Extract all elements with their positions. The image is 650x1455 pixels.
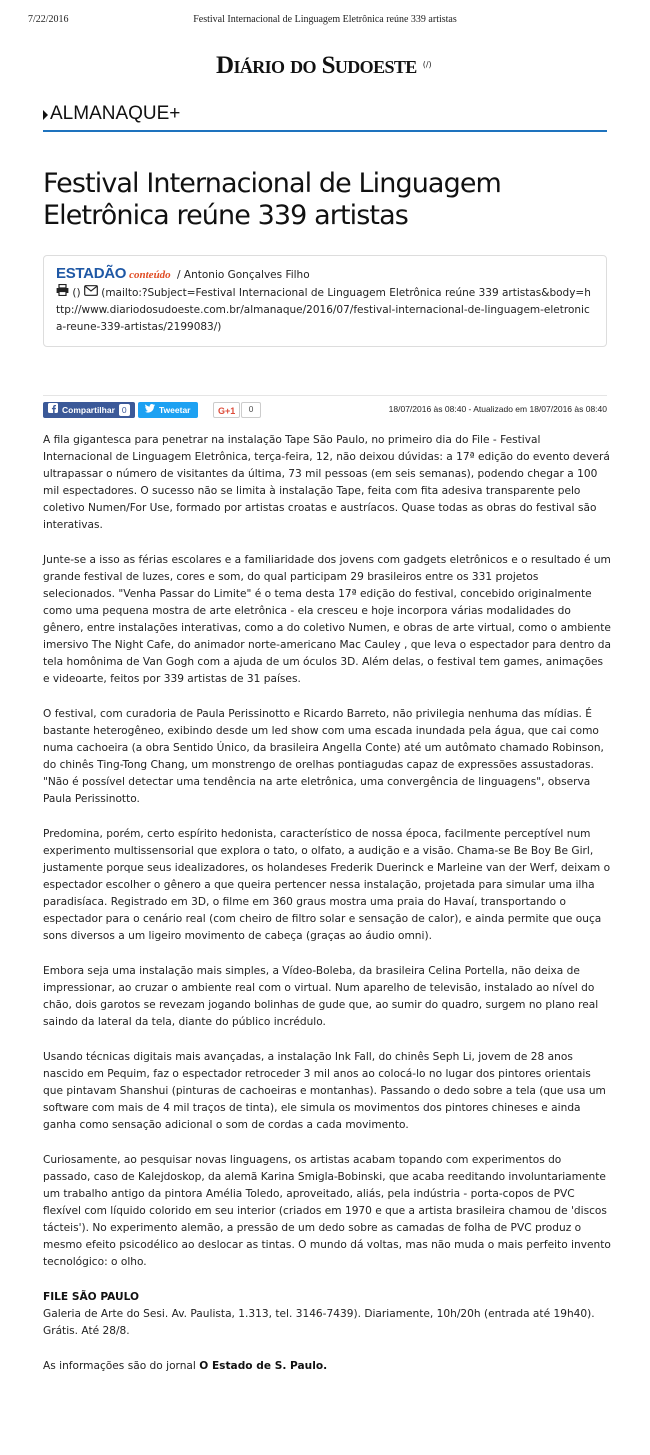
- print-date: 7/22/2016: [28, 14, 69, 25]
- source-note-publication: O Estado de S. Paulo.: [199, 1360, 328, 1372]
- article-headline: Festival Internacional de Linguagem Eletrônica reúne 339 artistas: [43, 168, 501, 231]
- share-row: [43, 395, 607, 418]
- article-paragraph: A fila gigantesca para penetrar na instalação Tape São Paulo, no primeiro dia do File - Festival Internacional de Linguagem Eletrônica, terça-feira, 12, não deixou dúvidas: a 17ª edição do evento deverá ultrapassar o número de visitantes da última, 73 mil pessoas (em seis semanas), podendo chegar a 100 mil espectadores. O sucesso não se limita à instalação Tape, feita com fita adesiva transparente pelo coletivo Numen/For Use, formado por artistas croatas e austríacos. Quase todas as obras do festival são interativas.: [43, 434, 610, 531]
- section-label[interactable]: ALMANAQUE+: [50, 103, 181, 124]
- google-plus-count: 0: [241, 402, 261, 418]
- section-header: [43, 101, 607, 132]
- twitter-icon: [145, 402, 155, 418]
- estadao-logo: ESTADÃO: [56, 265, 127, 282]
- source-note-prefix: As informações são do jornal: [43, 1360, 196, 1372]
- article-paragraph: Embora seja uma instalação mais simples, a Vídeo-Boleba, da brasileira Celina Portella, não deixa de impressionar, ao cruzar o ambiente real com o virtual. Num aparelho de televisão, instalado ao nível do chão, dois garotos se revezam jogando bolinhas de gude que, ao sumir do quadro, surgem no plano real saindo da lateral da tela, diante do público incrédulo.: [43, 965, 599, 1028]
- event-info-title: FILE SÃO PAULO: [43, 1291, 140, 1303]
- facebook-share-label: Compartilhar: [62, 405, 115, 415]
- triangle-right-icon: [43, 110, 48, 120]
- source-note: [43, 1358, 611, 1375]
- facebook-share-count: 0: [119, 404, 130, 416]
- estadao-conteudo-logo: conteúdo: [129, 269, 171, 281]
- email-share-link[interactable]: (mailto:?Subject=Festival Internacional de Linguagem Eletrônica reúne 339 artistas&body=http://www.diariodosudoeste.com.br/almanaque/2016/07/festival-internacional-de-linguagem-eletronica-reune-339-artistas/2199083/): [56, 287, 591, 333]
- twitter-share-label: Tweetar: [159, 405, 191, 415]
- print-link[interactable]: (): [72, 287, 81, 299]
- byline-box: [43, 255, 607, 347]
- article-paragraph: O festival, com curadoria de Paula Perissinotto e Ricardo Barreto, não privilegia nenhuma das mídias. É bastante heterogêneo, exibindo desde um led show com uma escada inundada pela água, que cai como numa cachoeira (a obra Sentido Único, da brasileira Angella Conte) até um autômato chamado Robinson, do chinês Ting-Tong Chang, um monstrengo de orelhas pontiagudas capaz de expressões assustadoras. "Não é possível detectar uma tendência na arte eletrônica, uma convergência de linguagens", observa Paula Perissinotto.: [43, 708, 604, 805]
- site-logo[interactable]: Diário do Sudoeste: [216, 52, 417, 79]
- facebook-icon: [48, 402, 58, 418]
- google-plus-button[interactable]: G+1: [213, 402, 240, 418]
- byline-source: [56, 265, 594, 284]
- masthead: [216, 52, 432, 82]
- twitter-share-button[interactable]: [138, 402, 198, 418]
- article-body: [43, 432, 611, 1393]
- author-name: / Antonio Gonçalves Filho: [177, 269, 310, 281]
- article-paragraph: Predomina, porém, certo espírito hedonista, característico de nossa época, facilmente perceptível num experimento multissensorial que explora o tato, o olfato, a audição e a visão. Chama-se Be Boy Be Girl, justamente porque seus idealizadores, os holandeses Frederik Duerinck e Marleine van der Werf, deixam o espectador escolher o gênero a que queira pertencer nessa instalação, projetada para simular uma ilha paradisíaca. Registrado em 3D, o filme em 360 graus mostra uma praia do Havaí, transportando o espectador para o cenário real (com cheiro de filtro solar e sensação de calor), e ainda permite que ouça sons diversos a um ligeiro movimento de cabeça (graças ao áudio omni).: [43, 828, 611, 942]
- home-link[interactable]: (/): [422, 60, 432, 69]
- article-timestamps: 18/07/2016 às 08:40 - Atualizado em 18/07/2016 às 08:40: [388, 404, 607, 414]
- event-info-text: Galeria de Arte do Sesi. Av. Paulista, 1.313, tel. 3146-7439). Diariamente, 10h/20h (entrada até 19h40). Grátis. Até 28/8.: [43, 1308, 595, 1337]
- byline-actions: [56, 284, 594, 336]
- article-paragraph: Curiosamente, ao pesquisar novas linguagens, os artistas acabam topando com experimentos do passado, caso de Kalejdoskop, da alemã Karina Smigla-Bobinski, que acaba reeditando involuntariamente um trabalho antigo da pintora Amélia Toledo, aproveitado, aliás, pela indústria - porta-copos de PVC flexível com líquido colorido em seu interior (criados em 1970 e que a artista brasileira chamou de 'discos tácteis'). No experimento alemão, a pressão de um dedo sobre as camadas de folha de PVC produz o mesmo efeito psicodélico ao deslocar as tintas. O mundo dá voltas, mas não muda o mais perfeito invento tecnológico: o olho.: [43, 1154, 611, 1268]
- article-paragraph: Junte-se a isso as férias escolares e a familiaridade dos jovens com gadgets eletrônicos e o resultado é um grande festival de luzes, cores e som, do qual participam 29 brasileiros entre os 331 projetos selecionados. "Venha Passar do Limite" é o tema desta 17ª edição do festival, concebido originalmente como uma pequena mostra de arte eletrônica - ela cresceu e hoje incorpora várias modalidades do gênero, entre instalações interativas, como a do coletivo Numen, e obras de arte virtual, como o ambiente imersivo The Night Cafe, do animador norte-americano Mac Cauley , que leva o espectador para dentro da tela homônima de Van Gogh com a ajuda de um óculos 3D. Além delas, o festival tem games, animações e videoarte, feitos por 339 artistas de 31 países.: [43, 554, 611, 685]
- print-icon[interactable]: [56, 284, 69, 302]
- event-info: [43, 1289, 611, 1340]
- envelope-icon[interactable]: [84, 285, 98, 302]
- share-buttons: [43, 402, 607, 422]
- print-header: [28, 14, 622, 28]
- facebook-share-button[interactable]: [43, 402, 135, 418]
- article-paragraph: Usando técnicas digitais mais avançadas, a instalação Ink Fall, do chinês Seph Li, jovem de 28 anos nascido em Pequim, faz o espectador retroceder 3 mil anos ao colocá-lo no lugar dos pintores orientais que pintavam Shanshui (pinturas de cachoeiras e montanhas). Passando o dedo sobre a tela (que usa um software com mais de 4 mil traços de tinta), ele simula os movimentos dos pintores chineses e ainda ganha como sensação adicional o som de cordas a cada movimento.: [43, 1051, 606, 1131]
- print-page-title: Festival Internacional de Linguagem Eletrônica reúne 339 artistas: [193, 14, 457, 25]
